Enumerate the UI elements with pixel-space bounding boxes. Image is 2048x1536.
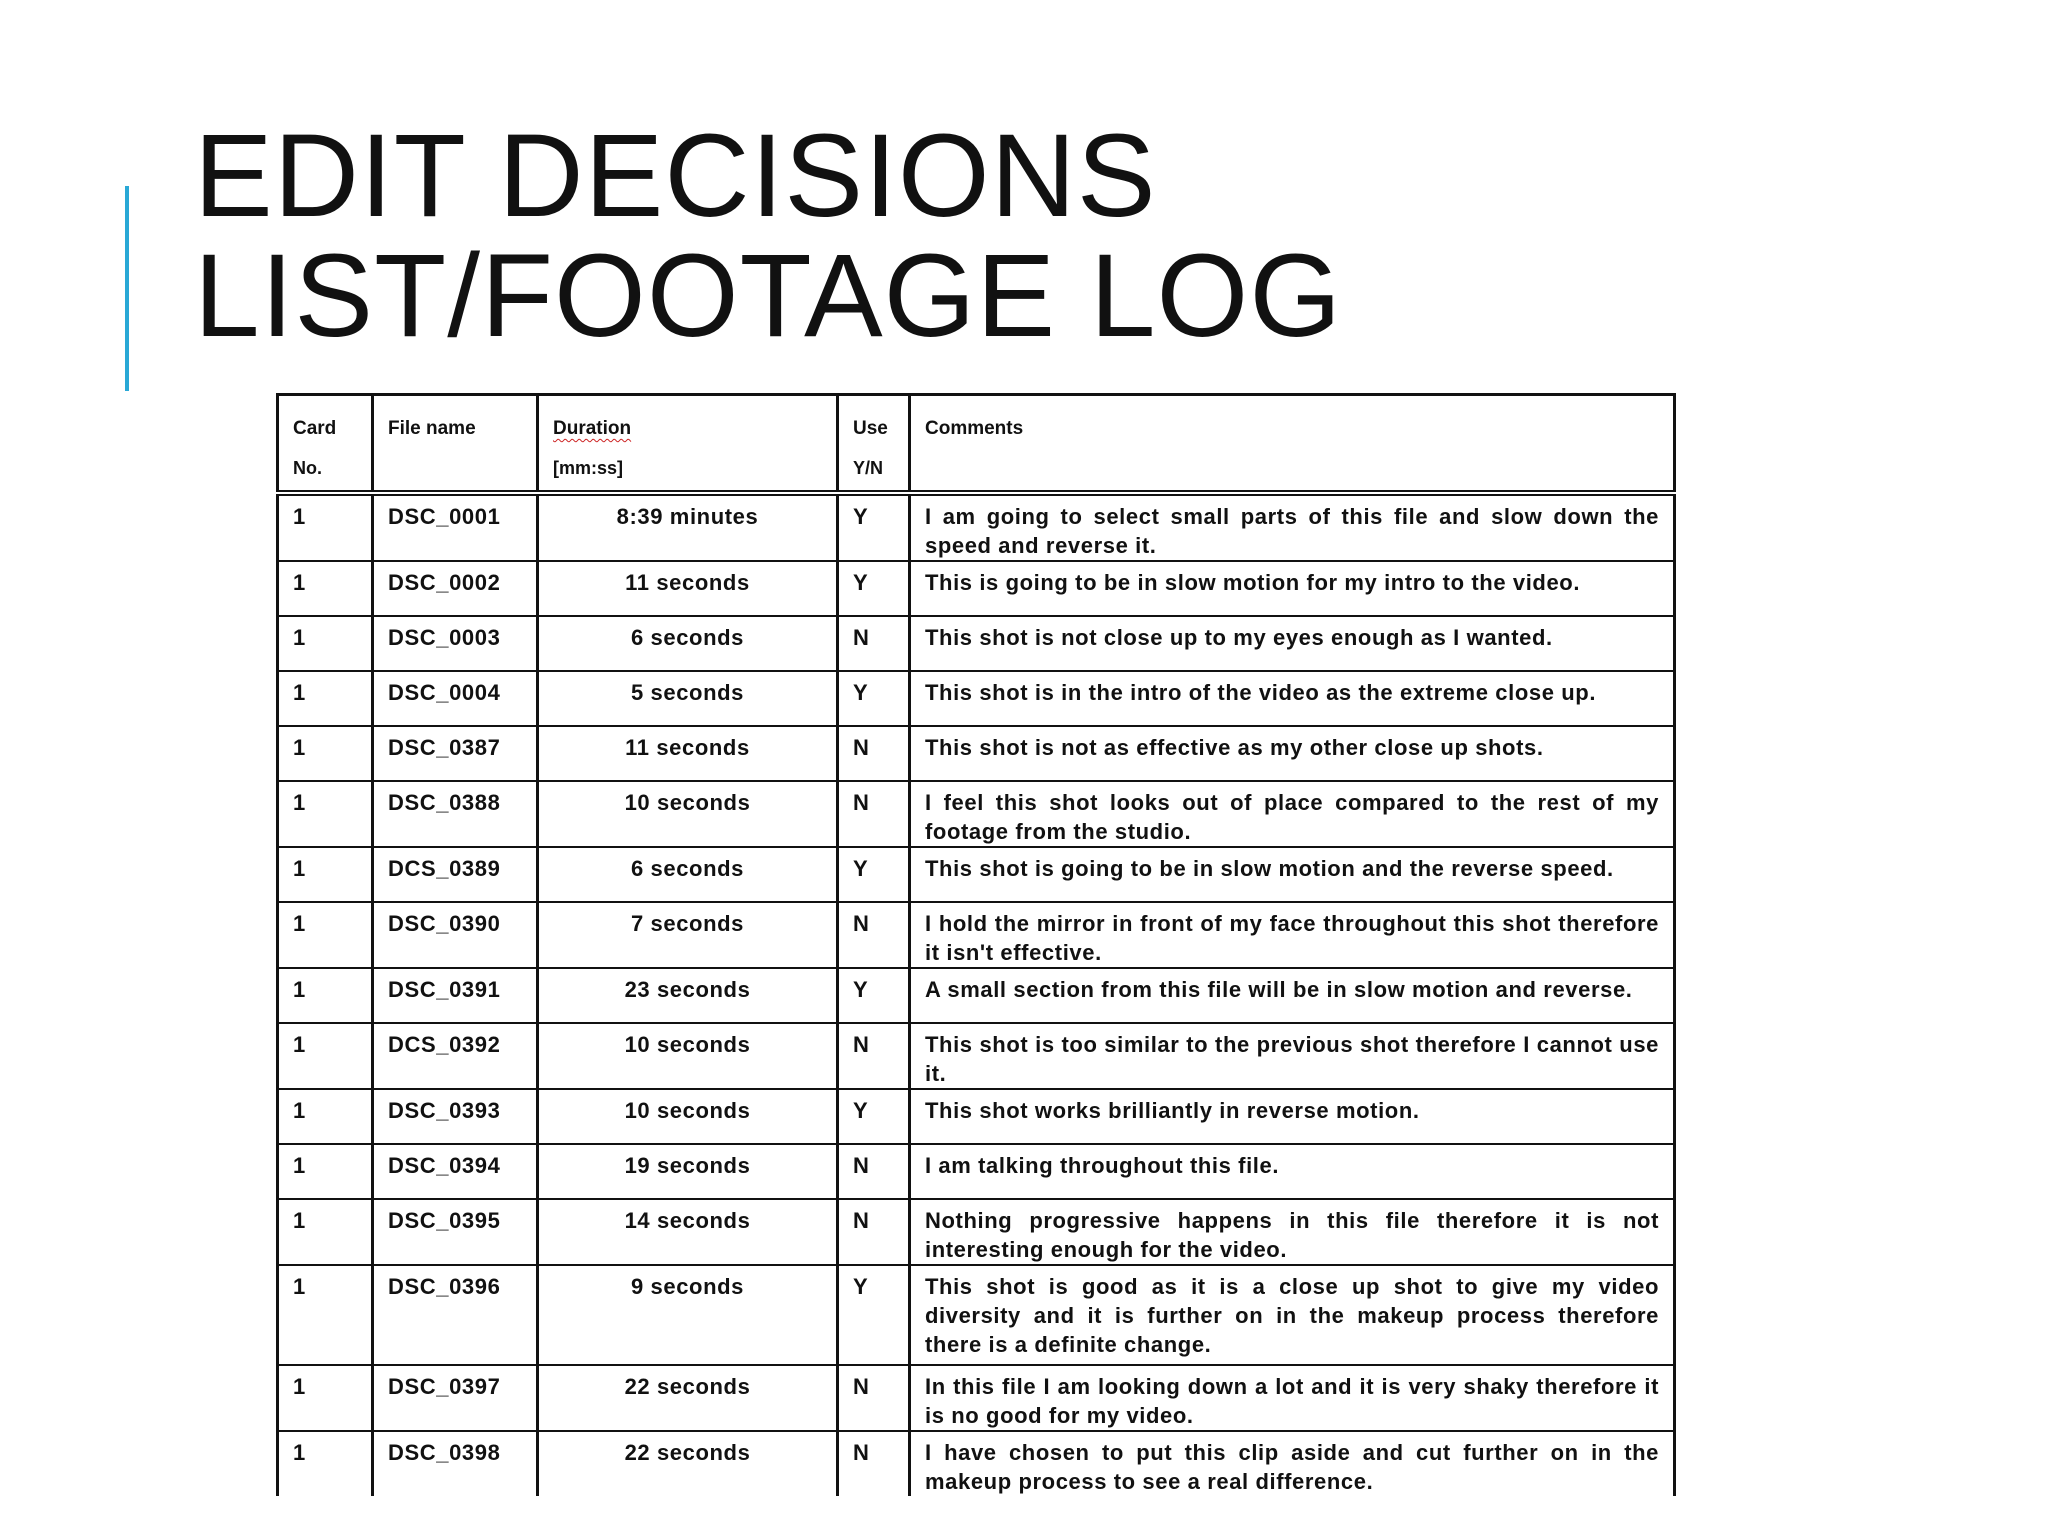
- table-row: [278, 1265, 1675, 1365]
- table-row: [278, 968, 1675, 1023]
- cell-card: 1: [278, 1023, 373, 1089]
- cell-use: N: [838, 781, 910, 847]
- table-row: [278, 616, 1675, 671]
- cell-card: 1: [278, 671, 373, 726]
- cell-use: N: [838, 902, 910, 968]
- cell-file: DSC_0393: [373, 1089, 538, 1144]
- cell-use: N: [838, 1431, 910, 1496]
- cell-duration: 8:39 minutes: [538, 493, 838, 561]
- cell-card: 1: [278, 1144, 373, 1199]
- cell-file: DSC_0388: [373, 781, 538, 847]
- cell-card: 1: [278, 902, 373, 968]
- table-row: [278, 561, 1675, 616]
- cell-duration: 19 seconds: [538, 1144, 838, 1199]
- cell-comment: This shot is not close up to my eyes enough as I wanted.: [910, 616, 1675, 671]
- table-row: [278, 671, 1675, 726]
- table-row: [278, 1023, 1675, 1089]
- header-comments: Comments: [910, 395, 1675, 493]
- table-row: [278, 493, 1675, 561]
- cell-file: DSC_0391: [373, 968, 538, 1023]
- cell-duration: 10 seconds: [538, 1089, 838, 1144]
- cell-card: 1: [278, 781, 373, 847]
- cell-duration: 22 seconds: [538, 1365, 838, 1431]
- cell-comment: Nothing progressive happens in this file therefore it is not interesting enough for the video.: [910, 1199, 1675, 1265]
- cell-card: 1: [278, 1265, 373, 1365]
- cell-file: DSC_0395: [373, 1199, 538, 1265]
- cell-duration: 11 seconds: [538, 726, 838, 781]
- cell-duration: 9 seconds: [538, 1265, 838, 1365]
- cell-duration: 5 seconds: [538, 671, 838, 726]
- header-file-name: File name: [373, 395, 538, 493]
- cell-use: Y: [838, 561, 910, 616]
- cell-use: Y: [838, 1089, 910, 1144]
- cell-card: 1: [278, 1365, 373, 1431]
- cell-comment: I have chosen to put this clip aside and cut further on in the makeup process to see a real difference.: [910, 1431, 1675, 1496]
- cell-use: Y: [838, 671, 910, 726]
- slide-title: [194, 110, 1343, 362]
- cell-duration: 14 seconds: [538, 1199, 838, 1265]
- table-row: [278, 781, 1675, 847]
- cell-file: DSC_0387: [373, 726, 538, 781]
- cell-card: 1: [278, 493, 373, 561]
- cell-comment: This shot works brilliantly in reverse motion.: [910, 1089, 1675, 1144]
- cell-card: 1: [278, 726, 373, 781]
- cell-comment: I am talking throughout this file.: [910, 1144, 1675, 1199]
- cell-use: N: [838, 1365, 910, 1431]
- cell-file: DSC_0002: [373, 561, 538, 616]
- cell-comment: This shot is not as effective as my other close up shots.: [910, 726, 1675, 781]
- cell-duration: 7 seconds: [538, 902, 838, 968]
- cell-file: DSC_0003: [373, 616, 538, 671]
- cell-card: 1: [278, 616, 373, 671]
- cell-duration: 11 seconds: [538, 561, 838, 616]
- table-row: [278, 726, 1675, 781]
- footage-log-table: [276, 393, 1676, 1496]
- table-row: [278, 1199, 1675, 1265]
- footage-log-table-container: [276, 393, 1676, 1494]
- cell-card: 1: [278, 1199, 373, 1265]
- cell-file: DSC_0004: [373, 671, 538, 726]
- header-card-no: Card No.: [278, 395, 373, 493]
- cell-comment: This is going to be in slow motion for my intro to the video.: [910, 561, 1675, 616]
- cell-use: N: [838, 616, 910, 671]
- cell-comment: This shot is good as it is a close up shot to give my video diversity and it is further on in the makeup process therefore there is a definite change.: [910, 1265, 1675, 1365]
- cell-card: 1: [278, 1431, 373, 1496]
- cell-comment: A small section from this file will be in slow motion and reverse.: [910, 968, 1675, 1023]
- table-row: [278, 1144, 1675, 1199]
- cell-use: N: [838, 726, 910, 781]
- table-row: [278, 1089, 1675, 1144]
- cell-card: 1: [278, 1089, 373, 1144]
- cell-file: DSC_0397: [373, 1365, 538, 1431]
- cell-comment: In this file I am looking down a lot and it is very shaky therefore it is no good for my video.: [910, 1365, 1675, 1431]
- cell-card: 1: [278, 561, 373, 616]
- title-accent-bar: [125, 186, 129, 391]
- table-row: [278, 1431, 1675, 1496]
- cell-use: N: [838, 1199, 910, 1265]
- table-row: [278, 847, 1675, 902]
- cell-comment: I hold the mirror in front of my face throughout this shot therefore it isn't effective.: [910, 902, 1675, 968]
- slide-title-line-1: EDIT DECISIONS: [194, 110, 1157, 242]
- cell-use: Y: [838, 968, 910, 1023]
- cell-comment: I am going to select small parts of this file and slow down the speed and reverse it.: [910, 493, 1675, 561]
- cell-use: Y: [838, 847, 910, 902]
- cell-use: Y: [838, 493, 910, 561]
- table-row: [278, 1365, 1675, 1431]
- cell-comment: I feel this shot looks out of place compared to the rest of my footage from the studio.: [910, 781, 1675, 847]
- cell-duration: 6 seconds: [538, 616, 838, 671]
- cell-file: DCS_0389: [373, 847, 538, 902]
- cell-file: DSC_0390: [373, 902, 538, 968]
- cell-duration: 10 seconds: [538, 1023, 838, 1089]
- cell-file: DSC_0394: [373, 1144, 538, 1199]
- cell-comment: This shot is in the intro of the video as the extreme close up.: [910, 671, 1675, 726]
- cell-file: DSC_0398: [373, 1431, 538, 1496]
- cell-duration: 22 seconds: [538, 1431, 838, 1496]
- cell-file: DSC_0001: [373, 493, 538, 561]
- cell-comment: This shot is too similar to the previous shot therefore I cannot use it.: [910, 1023, 1675, 1089]
- header-use: Use Y/N: [838, 395, 910, 493]
- cell-file: DSC_0396: [373, 1265, 538, 1365]
- header-duration: Duration [mm:ss]: [538, 395, 838, 493]
- cell-card: 1: [278, 968, 373, 1023]
- cell-file: DCS_0392: [373, 1023, 538, 1089]
- cell-use: N: [838, 1144, 910, 1199]
- cell-duration: 6 seconds: [538, 847, 838, 902]
- slide-title-line-2: LIST/FOOTAGE LOG: [194, 230, 1343, 362]
- cell-comment: This shot is going to be in slow motion and the reverse speed.: [910, 847, 1675, 902]
- cell-card: 1: [278, 847, 373, 902]
- cell-duration: 10 seconds: [538, 781, 838, 847]
- cell-use: Y: [838, 1265, 910, 1365]
- table-row: [278, 902, 1675, 968]
- table-header-row: [278, 395, 1675, 493]
- cell-duration: 23 seconds: [538, 968, 838, 1023]
- cell-use: N: [838, 1023, 910, 1089]
